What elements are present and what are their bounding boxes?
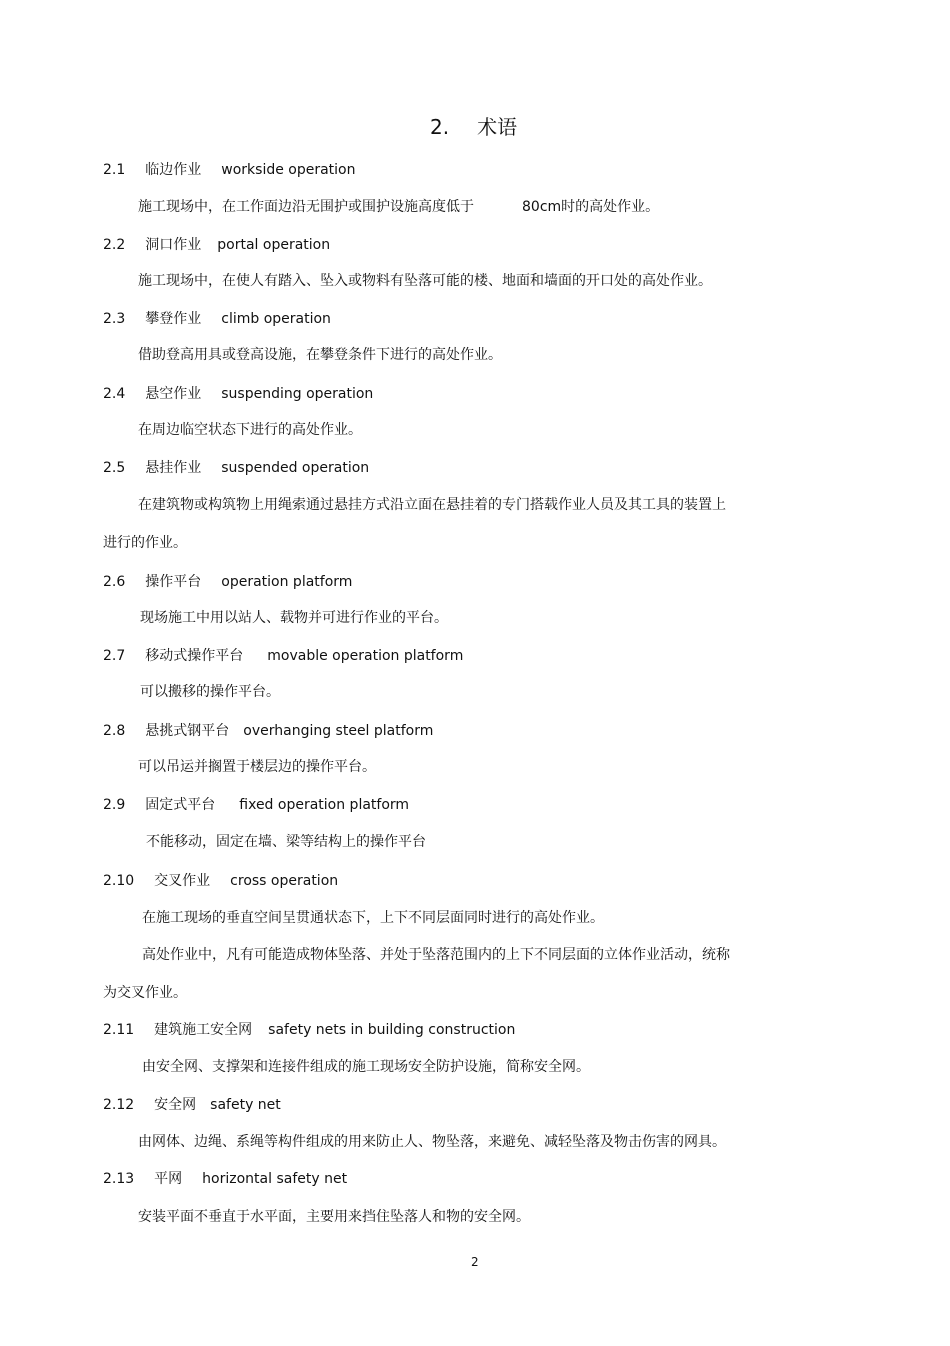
- term-number: 2.2: [103, 237, 126, 253]
- term-chinese: 建筑施工安全网: [154, 1022, 253, 1038]
- term-english: climb operation: [221, 311, 331, 327]
- term-chinese: 平网: [154, 1171, 183, 1187]
- section-heading: [430, 115, 517, 139]
- term-number: 2.12: [103, 1097, 135, 1113]
- section-number: 2.: [430, 115, 450, 139]
- term-chinese: 固定式平台: [145, 797, 216, 813]
- term-english: operation platform: [221, 574, 353, 590]
- term-definition: 施工现场中，在使人有踏入、坠入或物料有坠落可能的楼、地面和墙面的开口处的高处作业。: [138, 273, 712, 289]
- term-chinese: 悬空作业: [145, 386, 202, 402]
- term-number: 2.4: [103, 386, 126, 402]
- section-title: 术语: [477, 115, 518, 139]
- term-definition-continued: 进行的作业。: [103, 535, 187, 551]
- term-number: 2.11: [103, 1022, 135, 1038]
- term-heading: [103, 573, 352, 591]
- term-heading: [103, 236, 330, 254]
- term-definition-continued: 为交叉作业。: [103, 985, 187, 1001]
- term-heading: [103, 1170, 347, 1188]
- page-number: 2: [471, 1255, 479, 1269]
- term-number: 2.3: [103, 311, 126, 327]
- term-heading: [103, 647, 463, 665]
- term-chinese: 操作平台: [145, 574, 202, 590]
- term-heading: [103, 310, 331, 328]
- term-english: safety net: [210, 1097, 281, 1113]
- term-english: cross operation: [230, 873, 339, 889]
- term-english: movable operation platform: [267, 648, 464, 664]
- term-heading: [103, 459, 369, 477]
- term-heading: [103, 161, 356, 179]
- term-definition: 在建筑物或构筑物上用绳索通过悬挂方式沿立面在悬挂着的专门搭载作业人员及其工具的装置上: [138, 497, 726, 513]
- term-definition: 可以搬移的操作平台。: [140, 684, 280, 700]
- term-definition: 现场施工中用以站人、载物并可进行作业的平台。: [140, 610, 448, 626]
- term-heading: [103, 385, 373, 403]
- term-english: workside operation: [221, 162, 356, 178]
- term-definition: 在周边临空状态下进行的高处作业。: [138, 422, 362, 438]
- term-definition: 借助登高用具或登高设施，在攀登条件下进行的高处作业。: [138, 347, 502, 363]
- term-heading: [103, 796, 409, 814]
- term-heading: [103, 722, 433, 740]
- term-definition: 高处作业中，凡有可能造成物体坠落、并处于坠落范围内的上下不同层面的立体作业活动，统称: [142, 947, 730, 963]
- term-english: suspending operation: [221, 386, 374, 402]
- term-number: 2.6: [103, 574, 126, 590]
- term-english: safety nets in building construction: [268, 1022, 516, 1038]
- term-chinese: 悬挑式钢平台: [145, 723, 230, 739]
- term-heading: [103, 1096, 281, 1114]
- term-definition: 由安全网、支撑架和连接件组成的施工现场安全防护设施，简称安全网。: [142, 1059, 590, 1075]
- term-number: 2.7: [103, 648, 126, 664]
- term-chinese: 攀登作业: [145, 311, 202, 327]
- term-definition: 可以吊运并搁置于楼层边的操作平台。: [138, 759, 376, 775]
- term-definition: 在施工现场的垂直空间呈贯通状态下，上下不同层面同时进行的高处作业。: [142, 910, 604, 926]
- term-number: 2.10: [103, 873, 135, 889]
- term-number: 2.8: [103, 723, 126, 739]
- term-number: 2.13: [103, 1171, 135, 1187]
- term-chinese: 移动式操作平台: [145, 648, 244, 664]
- term-english: suspended operation: [221, 460, 370, 476]
- term-chinese: 安全网: [154, 1097, 197, 1113]
- term-chinese: 交叉作业: [154, 873, 211, 889]
- term-definition: 不能移动，固定在墙、梁等结构上的操作平台: [146, 834, 426, 850]
- term-number: 2.9: [103, 797, 126, 813]
- term-english: fixed operation platform: [239, 797, 410, 813]
- term-heading: [103, 1021, 515, 1039]
- term-definition: 施工现场中，在工作面边沿无围护或围护设施高度低于 80cm时的高处作业。: [138, 199, 660, 215]
- term-english: horizontal safety net: [202, 1171, 348, 1187]
- term-heading: [103, 872, 338, 890]
- term-definition: 由网体、边绳、系绳等构件组成的用来防止人、物坠落，来避免、减轻坠落及物击伤害的网具。: [138, 1134, 726, 1150]
- term-number: 2.5: [103, 460, 126, 476]
- term-number: 2.1: [103, 162, 126, 178]
- term-english: portal operation: [217, 237, 331, 253]
- term-chinese: 悬挂作业: [145, 460, 202, 476]
- term-chinese: 临边作业: [145, 162, 202, 178]
- term-chinese: 洞口作业: [145, 237, 202, 253]
- term-definition: 安装平面不垂直于水平面，主要用来挡住坠落人和物的安全网。: [138, 1209, 530, 1225]
- term-english: overhanging steel platform: [243, 723, 434, 739]
